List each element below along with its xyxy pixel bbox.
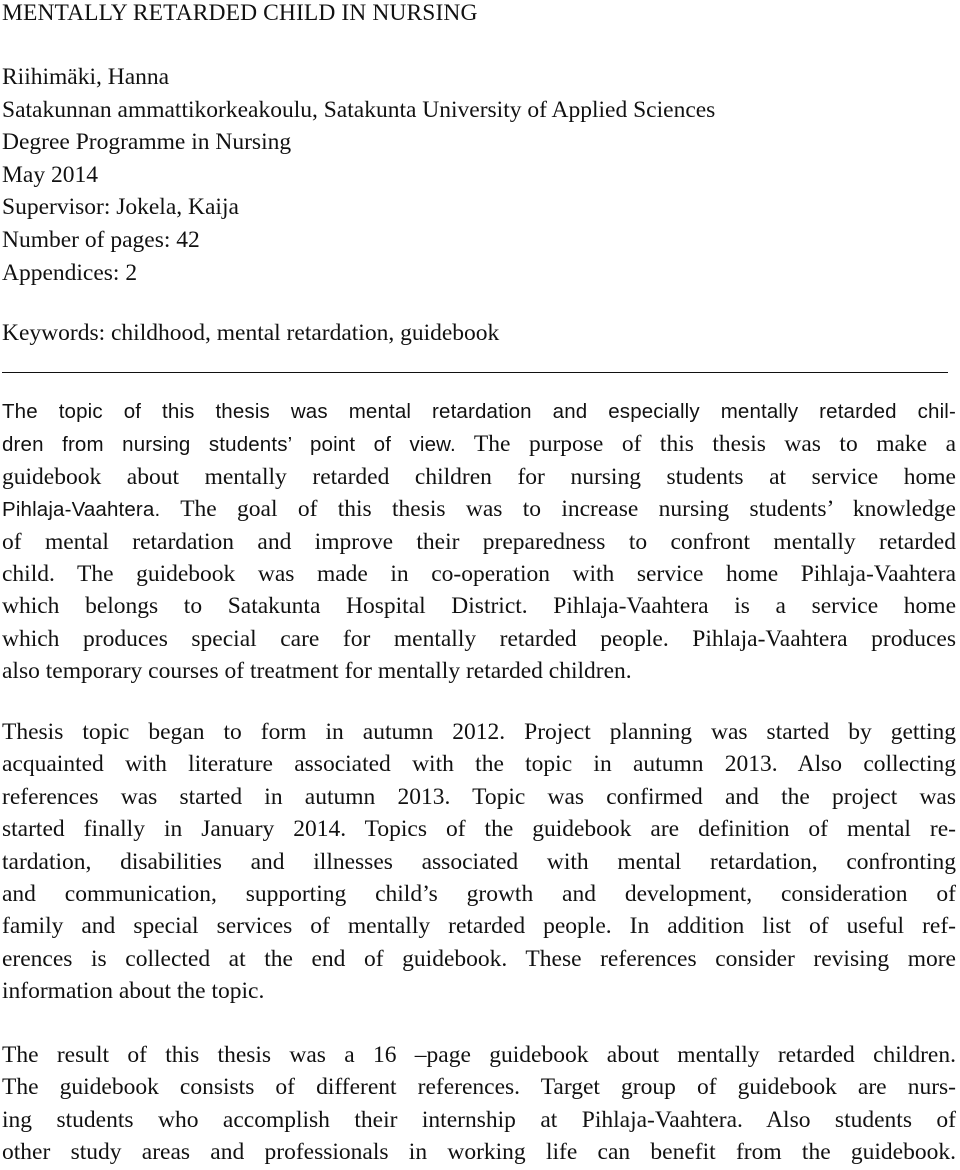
abstract-p1-line: of mental retardation and improve their preparedness to confront mentally retarded (2, 528, 956, 555)
programme-line: Degree Programme in Nursing (2, 129, 292, 156)
abstract-p1-line: guidebook about mentally retarded children for nursing students at service home (2, 463, 956, 490)
abstract-p2-line: family and special services of mentally retarded people. In addition list of useful ref- (2, 913, 956, 940)
abstract-p2-line: Thesis topic began to form in autumn 2012. Project planning was started by getting (2, 719, 956, 745)
abstract-p1-segment: The goal of this thesis was to increase nursing students’ knowledge (160, 496, 956, 523)
abstract-paragraph-2 (2, 716, 956, 1008)
abstract-p2-line: started finally in January 2014. Topics of the guidebook are definition of mental re- (2, 816, 956, 843)
abstract-p1-line: also temporary courses of treatment for mentally retarded children. (2, 658, 632, 685)
abstract-p2-line: information about the topic. (2, 978, 265, 1005)
abstract-p2-line: references was started in autumn 2013. Topic was confirmed and the project was (2, 783, 956, 810)
abstract-p2-line: tardation, disabilities and illnesses associated with mental retardation, confronting (2, 848, 956, 875)
abstract-p1-segment: The purpose of this thesis was to make a (455, 431, 957, 458)
abstract-paragraph-1 (2, 396, 956, 688)
abstract-p3-line: other study areas and professionals in working life can benefit from the guidebook. (2, 1139, 956, 1166)
abstract-p1-segment: dren from nursing students’ point of view. (2, 433, 456, 457)
abstract-p1-segment: Pihlaja-Vaahtera. (2, 498, 161, 522)
abstract-p3-line: The result of this thesis was a 16 –page guidebook about mentally retarded children. (2, 1042, 956, 1068)
abstract-p1-line (2, 493, 956, 525)
appendices-line: Appendices: 2 (2, 259, 138, 286)
supervisor-line: Supervisor: Jokela, Kaija (2, 194, 239, 221)
abstract-p1-line: which produces special care for mentally retarded people. Pihlaja-Vaahtera produces (2, 625, 956, 652)
abstract-p2-line: acquainted with literature associated with the topic in autumn 2013. Also collecting (2, 751, 956, 778)
abstract-p2-line: erences is collected at the end of guidebook. These references consider revising more (2, 945, 956, 972)
abstract-paragraph-3 (2, 1039, 956, 1169)
thesis-meta (2, 61, 715, 289)
abstract-p1-line (2, 428, 956, 460)
pages-line: Number of pages: 42 (2, 226, 200, 253)
section-divider (2, 372, 948, 373)
abstract-p3-line: The guidebook consists of different references. Target group of guidebook are nurs- (2, 1074, 956, 1101)
abstract-p3-line: ing students who accomplish their internship at Pihlaja-Vaahtera. Also students of (2, 1106, 956, 1133)
institution-line: Satakunnan ammattikorkeakoulu, Satakunta University of Applied Sciences (2, 96, 716, 123)
keywords-line: Keywords: childhood, mental retardation, guidebook (2, 320, 500, 346)
document-title: MENTALLY RETARDED CHILD IN NURSING (2, 0, 478, 26)
author-line: Riihimäki, Hanna (2, 64, 170, 90)
abstract-p1-line: which belongs to Satakunta Hospital District. Pihlaja-Vaahtera is a service home (2, 593, 956, 620)
abstract-p1-line: The topic of this thesis was mental retardation and especially mentally retarded chil- (2, 400, 956, 423)
abstract-p1-line: child. The guidebook was made in co-operation with service home Pihlaja-Vaahtera (2, 560, 956, 587)
abstract-p2-line: and communication, supporting child’s growth and development, consideration of (2, 880, 956, 907)
date-line: May 2014 (2, 161, 98, 188)
